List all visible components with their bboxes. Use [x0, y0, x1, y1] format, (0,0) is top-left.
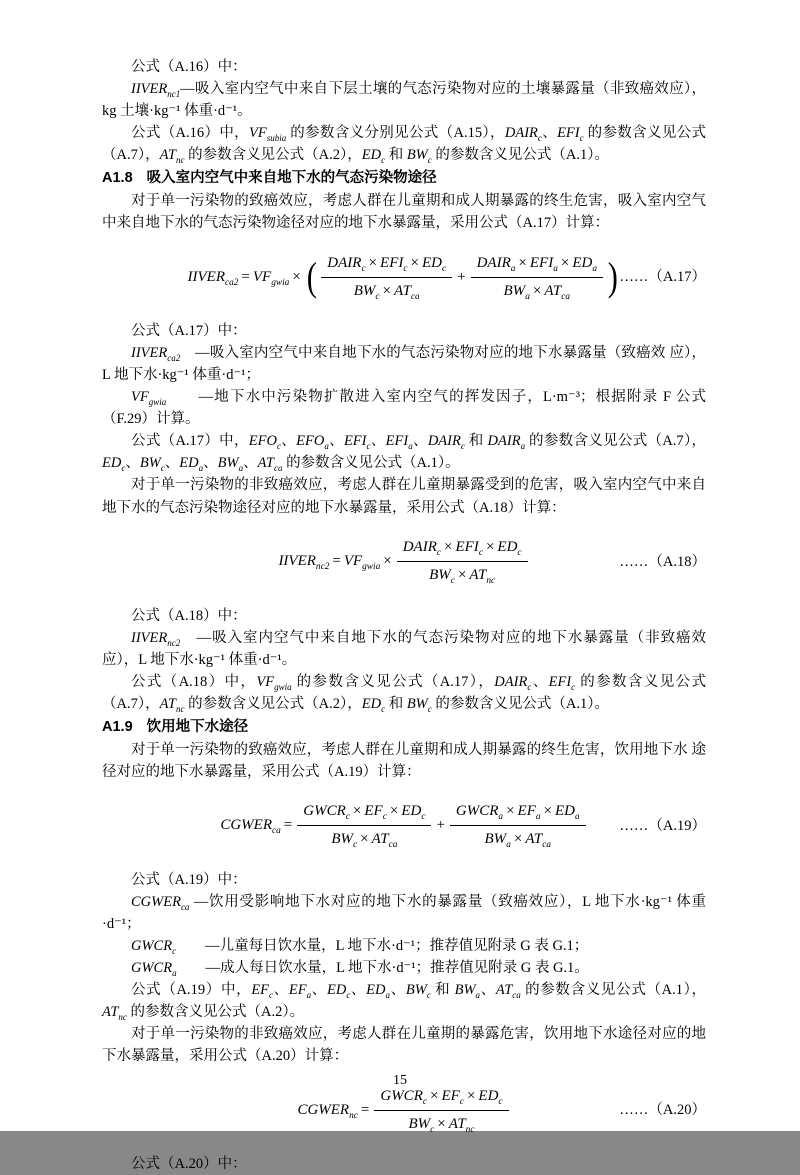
variable: $VF_{gwia}$: [252, 268, 290, 288]
formula-a18: [102, 535, 706, 589]
text-run: 的参数含义分别见公式（A.15），: [286, 125, 505, 142]
variable: $GWCR_a$: [131, 959, 177, 978]
section-title: 吸入室内空气中来自地下水的气态污染物途径: [146, 170, 437, 187]
operator: +: [457, 268, 466, 285]
text-run: 、: [328, 433, 344, 450]
text-run: 公式（A.16）中，: [131, 125, 250, 142]
variable-subscript: c: [375, 291, 380, 302]
variable-subscript: c: [381, 703, 386, 714]
variable-subscript: nc1: [167, 88, 181, 99]
variable-subscript: ca: [561, 291, 571, 302]
paragraph: [102, 386, 706, 430]
operator: ×: [382, 282, 391, 299]
variable: $ED_c$: [497, 539, 522, 559]
variable: $CGWER_{ca}$: [131, 893, 190, 912]
text-run: 的参数含义见公式（A.2）。: [126, 1003, 305, 1020]
paragraph: [102, 430, 706, 474]
text-run: 公式（A.17）中：: [131, 323, 247, 340]
variable-subscript: a: [238, 463, 244, 474]
text-run: 、: [541, 125, 558, 142]
variable-subscript: a: [510, 263, 516, 274]
variable: $EFI_c$: [380, 254, 408, 274]
variable-subscript: c: [361, 263, 366, 274]
text-run: 的参数含义见公式（A.17），: [291, 673, 495, 690]
text-run: 公式（A.19）中：: [131, 871, 247, 888]
text-run: 和: [464, 433, 488, 450]
variable: $EFI_c$: [557, 125, 584, 143]
operator: ×: [368, 254, 378, 271]
text-run: 公式（A.18）中：: [131, 607, 247, 624]
operator: ×: [518, 254, 527, 271]
variable: $IIVER_{nc2}$: [278, 553, 330, 573]
numerator: [450, 800, 586, 826]
variable: $BW_a$: [454, 981, 481, 1000]
variable-subscript: c: [478, 548, 483, 559]
paragraph: [102, 474, 706, 518]
variable: $GWCR_a$: [455, 803, 504, 823]
variable: $AT_{ca}$: [495, 981, 521, 1000]
paragraph: [102, 122, 706, 166]
formula-expression: [278, 536, 529, 587]
operator: =: [360, 1101, 370, 1118]
operator: ×: [444, 539, 453, 556]
text-run: 的参数含义见公式（A.7），: [102, 673, 707, 712]
variable-subscript: a: [498, 812, 504, 823]
variable-subscript: a: [506, 840, 511, 851]
page-number: 15: [393, 1073, 407, 1088]
text-run: —地下水中污染物扩散进入室内空气的挥发因子，L·m⁻³；根据附录 F 公式（F.29）计算。: [102, 389, 706, 428]
variable-subscript: a: [525, 291, 530, 302]
fraction: [297, 800, 431, 851]
operator: ×: [485, 539, 495, 556]
variable: $DAIR_c$: [327, 254, 366, 274]
operator: ×: [360, 831, 369, 848]
operator: ×: [437, 1115, 446, 1132]
variable-subscript: c: [430, 1124, 435, 1135]
paragraph: [102, 56, 706, 78]
formula-expression: $IIVER_{ca2}$ = $VF_{gwia}$ × ( $\frac{DAIR_c \times EFI_c \times ED_c}{BW_c \times AT_{ca}}$ + $\frac{DAIR_a \times EFI_a \times ED_a}{BW_a \times AT_{ca}}$ ): [188, 252, 621, 303]
variable: $GWCR_c$: [303, 803, 350, 823]
variable: $AT_{ca}$: [393, 282, 420, 302]
variable: $ED_c$: [361, 695, 386, 714]
variable-subscript: a: [324, 441, 329, 452]
variable: $VF_{subia}$: [249, 125, 287, 143]
variable: $AT_{nc}$: [159, 695, 185, 714]
text-run: 公式（A.19）中，: [131, 981, 252, 998]
fraction: [471, 252, 603, 303]
variable-subscript: c: [403, 263, 408, 274]
variable: $DAIR_c$: [402, 539, 442, 559]
paragraph: [102, 320, 706, 342]
variable-subscript: nc: [486, 576, 496, 587]
variable: $EFI_a$: [529, 254, 558, 274]
section-number: A1.8: [102, 170, 133, 187]
variable: $EFI_c$: [548, 673, 576, 692]
fraction: [321, 252, 452, 303]
variable-subscript: c: [121, 463, 126, 474]
variable-subscript: c: [426, 989, 431, 1000]
variable: $ED_c$: [401, 803, 426, 823]
text-run: 和: [385, 695, 407, 712]
variable-subscript: c: [498, 1096, 503, 1107]
variable-subscript: a: [408, 441, 413, 452]
text-run: —吸入室内空气中来自地下水的气态污染物对应的地下水暴露量（致癌效 应），L 地下水·kg⁻¹ 体重·d⁻¹；: [102, 345, 706, 384]
variable-subscript: ca2: [224, 277, 239, 288]
text-run: —成人每日饮水量，L 地下水·d⁻¹；推荐值见附录 G 表 G.1。: [176, 959, 589, 976]
formula-a20: [102, 1083, 706, 1137]
formula-a19: [102, 799, 706, 853]
variable: $AT_{ca}$: [371, 831, 398, 851]
variable: $GWCR_c$: [380, 1087, 427, 1107]
variable-subscript: c: [269, 989, 274, 1000]
variable: $EF_c$: [441, 1087, 464, 1107]
variable-subscript: a: [306, 989, 312, 1000]
variable: $AT_{ca}$: [544, 282, 571, 302]
text-run: 的参数含义见公式（A.1）。: [282, 455, 460, 472]
variable-subscript: a: [575, 812, 580, 823]
variable: $VF_{gwia}$: [131, 389, 167, 408]
text-run: 的参数含义见公式（A.2），: [184, 147, 362, 164]
paragraph: [102, 891, 706, 935]
operator: ×: [383, 553, 392, 570]
variable: $BW_c$: [429, 567, 455, 587]
text-run: —吸入室内空气中来自下层土壤的气态污染物对应的土壤暴露量（非致癌效应），kg 土壤·kg⁻¹ 体重·d⁻¹。: [102, 81, 706, 120]
text-run: 、: [370, 433, 386, 450]
formula-number: ……（A.19）: [619, 817, 706, 834]
variable: $BW_c$: [331, 831, 358, 851]
text-run: 的参数含义见公式（A.7），: [525, 433, 707, 450]
text-run: 的参数含义见公式（A.7），: [102, 125, 707, 164]
paragraph: [102, 190, 706, 234]
formula-number: ……（A.17）: [619, 269, 706, 286]
operator: =: [283, 817, 293, 834]
variable: $BW_c$: [406, 695, 432, 714]
variable-subscript: nc: [176, 155, 185, 166]
variable: $BW_a$: [484, 831, 511, 851]
document-content: [102, 56, 706, 1175]
variable: $BW_c$: [408, 1115, 435, 1135]
variable: $ED_c$: [361, 147, 386, 166]
text-run: 的参数含义见公式（A.1）。: [431, 695, 609, 712]
variable-subscript: c: [436, 548, 442, 559]
numerator: [471, 252, 603, 278]
text-run: 对于单一污染物的致癌效应，考虑人群在儿童期和成人期暴露的终生危害，吸入室内空气中来自地下水的气态污染物途径对应的地下水暴露量，采用公式（A.17）计算：: [102, 193, 706, 232]
variable: $DAIR_c$: [504, 125, 542, 143]
variable: $EFO_a$: [296, 433, 329, 452]
variable: $BW_c$: [353, 282, 380, 302]
text-run: 对于单一污染物的致癌效应，考虑人群在儿童期和成人期暴露的终生危害，饮用地下水 途径对应的地下水暴露量，采用公式（A.19）计算：: [102, 741, 706, 780]
formula-number: ……（A.18）: [619, 553, 706, 570]
paragraph: [102, 1153, 706, 1175]
operator: ×: [543, 803, 552, 820]
text-run: 和: [430, 981, 455, 998]
variable-subscript: c: [346, 989, 351, 1000]
variable: $EFI_c$: [343, 433, 371, 452]
text-run: 、: [350, 981, 367, 998]
paragraph: [102, 957, 706, 979]
variable-subscript: c: [460, 441, 465, 452]
paragraph: [102, 1023, 706, 1067]
variable-subscript: nc2: [167, 637, 181, 648]
variable: $EFI_a$: [385, 433, 413, 452]
fraction: [374, 1085, 508, 1136]
variable: $BW_c$: [405, 981, 431, 1000]
variable-subscript: c: [172, 945, 177, 956]
variable: $IIVER_{nc2}$: [131, 629, 181, 648]
variable-subscript: a: [385, 989, 391, 1000]
variable-subscript: c: [527, 681, 532, 692]
variable-subscript: c: [381, 155, 386, 166]
variable: $AT_{nc}$: [469, 567, 496, 587]
operator: ×: [410, 254, 419, 271]
numerator: [297, 800, 431, 826]
variable: $ED_c$: [102, 455, 126, 474]
variable: $IIVER_{nc1}$: [131, 81, 181, 99]
text-run: 公式（A.16）中：: [131, 59, 247, 75]
text-run: 、: [311, 981, 327, 998]
variable: $DAIR_a$: [487, 433, 526, 452]
variable-subscript: nc2: [315, 562, 330, 573]
fraction: [450, 800, 586, 851]
variable-subscript: nc: [176, 703, 185, 714]
variable: $ED_a$: [366, 981, 391, 1000]
operator: =: [332, 553, 341, 570]
text-run: 公式（A.18）中，: [131, 673, 257, 690]
variable-subscript: a: [592, 263, 597, 274]
variable: $ED_a$: [179, 455, 204, 474]
variable-subscript: c: [450, 576, 455, 587]
variable: $BW_c$: [139, 455, 165, 474]
variable: $BW_a$: [503, 282, 530, 302]
text-run: 、: [412, 433, 428, 450]
paragraph: [102, 979, 706, 1023]
text-run: 和: [385, 147, 407, 164]
numerator: [397, 536, 528, 562]
variable: $VF_{gwia}$: [343, 553, 381, 573]
variable-subscript: ca2: [167, 353, 181, 364]
text-run: 的参数含义见公式（A.2），: [184, 695, 362, 712]
operator: ×: [560, 254, 570, 271]
variable: $EF_a$: [288, 981, 312, 1000]
variable: $AT_{nc}$: [159, 147, 185, 166]
operator: ×: [352, 803, 362, 820]
variable: $AT_{nc}$: [448, 1115, 475, 1135]
fraction: [397, 536, 528, 587]
text-run: 、: [280, 433, 297, 450]
variable-subscript: gwia: [274, 681, 292, 692]
variable-subscript: ca: [512, 989, 521, 1000]
denominator: [297, 826, 431, 851]
operator: =: [241, 268, 250, 285]
paragraph: [102, 78, 706, 122]
variable: $CGWER_{ca}$: [220, 817, 281, 837]
variable: $AT_{ca}$: [525, 831, 552, 851]
operator: ×: [506, 803, 515, 820]
paragraph: [102, 342, 706, 386]
variable: $IIVER_{ca2}$: [187, 268, 239, 288]
variable: $ED_c$: [326, 981, 351, 1000]
variable: $DAIR_a$: [476, 254, 516, 274]
denominator: [471, 278, 603, 303]
variable-subscript: c: [579, 132, 584, 143]
variable-subscript: ca: [542, 840, 552, 851]
text-run: 、: [243, 455, 258, 472]
paragraph: [102, 671, 706, 715]
variable-subscript: ca: [410, 291, 420, 302]
variable-subscript: a: [520, 441, 526, 452]
denominator: [321, 278, 452, 303]
variable: $CGWER_{nc}$: [297, 1101, 358, 1121]
variable-subscript: nc: [349, 1110, 358, 1121]
variable: $VF_{gwia}$: [256, 673, 292, 692]
denominator: [450, 826, 586, 851]
variable: $DAIR_c$: [494, 673, 532, 692]
text-run: 、: [164, 455, 180, 472]
variable-subscript: nc: [465, 1124, 475, 1135]
variable-subscript: c: [571, 681, 576, 692]
text-run: 公式（A.20）中：: [131, 1156, 247, 1173]
paragraph: [102, 627, 706, 671]
variable: $ED_c$: [421, 254, 447, 274]
formula-a17: [102, 250, 706, 304]
text-run: 的参数含义见公式（A.1）。: [431, 147, 609, 164]
variable-subscript: a: [535, 812, 541, 823]
text-run: 、: [125, 455, 140, 472]
text-run: 、: [203, 455, 218, 472]
variable-subscript: c: [366, 441, 371, 452]
text-run: 公式（A.17）中，: [131, 433, 249, 450]
section-heading: [102, 716, 706, 738]
variable-subscript: a: [475, 989, 481, 1000]
text-run: —儿童每日饮水量，L 地下水·d⁻¹；推荐值见附录 G 表 G.1；: [176, 937, 589, 954]
variable: $DAIR_c$: [427, 433, 465, 452]
operator: ×: [389, 803, 399, 820]
variable-subscript: nc: [118, 1011, 127, 1022]
variable-subscript: c: [276, 441, 281, 452]
variable-subscript: gwia: [148, 397, 167, 408]
paragraph: [102, 605, 706, 627]
variable-subscript: c: [441, 263, 447, 274]
operator: +: [436, 817, 445, 834]
variable: $ED_a$: [572, 254, 597, 274]
variable: $ED_a$: [555, 803, 580, 823]
operator: ×: [292, 268, 301, 285]
variable-subscript: ca: [180, 901, 190, 912]
variable-subscript: ca: [388, 840, 398, 851]
variable-subscript: c: [427, 703, 432, 714]
variable: $IIVER_{ca2}$: [131, 345, 181, 364]
formula-number: ……（A.20）: [619, 1102, 706, 1119]
variable-subscript: c: [517, 548, 522, 559]
variable: $EFI_c$: [455, 539, 483, 559]
variable-subscript: c: [421, 812, 426, 823]
variable-subscript: subia: [266, 132, 287, 143]
operator: ×: [430, 1087, 439, 1104]
text-run: —饮用受影响地下水对应的地下水的暴露量（致癌效应），L 地下水·kg⁻¹ 体重·d⁻¹；: [102, 893, 706, 932]
variable-subscript: c: [422, 1096, 427, 1107]
section-title: 饮用地下水途径: [146, 718, 249, 735]
numerator: [321, 252, 452, 278]
variable-subscript: gwia: [271, 277, 290, 288]
denominator: [374, 1111, 508, 1136]
variable-subscript: c: [427, 155, 432, 166]
paragraph: [102, 935, 706, 957]
formula-expression: [297, 1085, 510, 1136]
variable: $EF_c$: [251, 981, 274, 1000]
text-run: 的参数含义见公式（A.1），: [520, 981, 707, 998]
paragraph: [102, 869, 706, 891]
variable-subscript: c: [160, 463, 165, 474]
text-run: 对于单一污染物的非致癌效应，考虑人群在儿童期的暴露危害，饮用地下水途径对应的地下水暴露量，采用公式（A.20）计算：: [102, 1026, 706, 1065]
variable: $EF_c$: [364, 803, 387, 823]
variable-subscript: a: [172, 967, 177, 978]
variable-subscript: ca: [273, 463, 283, 474]
text-run: 、: [480, 981, 496, 998]
operator: ×: [457, 567, 467, 584]
variable-subscript: c: [459, 1096, 464, 1107]
text-run: 、: [390, 981, 406, 998]
text-run: 对于单一污染物的非致癌效应，考虑人群在儿童期暴露受到的危害，吸入室内空气中来自地下水的气态污染物途径对应的地下水暴露量，采用公式（A.18）计算：: [102, 477, 706, 516]
section-number: A1.9: [102, 718, 133, 735]
variable: $AT_{nc}$: [102, 1003, 127, 1022]
variable-subscript: c: [537, 132, 542, 143]
variable: $EF_a$: [517, 803, 541, 823]
variable: $ED_c$: [478, 1087, 503, 1107]
variable: $BW_c$: [406, 147, 432, 166]
paragraph: [102, 739, 706, 783]
variable-subscript: c: [353, 840, 358, 851]
variable: $GWCR_c$: [131, 937, 177, 956]
variable-subscript: c: [382, 812, 387, 823]
variable-subscript: c: [345, 812, 350, 823]
variable: $AT_{ca}$: [257, 455, 283, 474]
section-heading: [102, 167, 706, 189]
text-run: 、: [531, 673, 549, 690]
operator: ×: [466, 1087, 476, 1104]
variable: $EFO_c$: [248, 433, 281, 452]
formula-expression: [220, 800, 587, 851]
text-run: —吸入室内空气中来自地下水的气态污染物对应的地下水暴露量（非致癌效应），L 地下水·kg⁻¹ 体重·d⁻¹。: [102, 629, 706, 668]
operator: ×: [532, 282, 542, 299]
variable-subscript: ca: [272, 826, 281, 837]
denominator: [397, 562, 528, 587]
operator: ×: [513, 831, 523, 848]
variable-subscript: gwia: [362, 562, 381, 573]
text-run: 、: [273, 981, 289, 998]
variable: $BW_a$: [217, 455, 244, 474]
variable-subscript: a: [553, 263, 558, 274]
variable-subscript: a: [198, 463, 204, 474]
